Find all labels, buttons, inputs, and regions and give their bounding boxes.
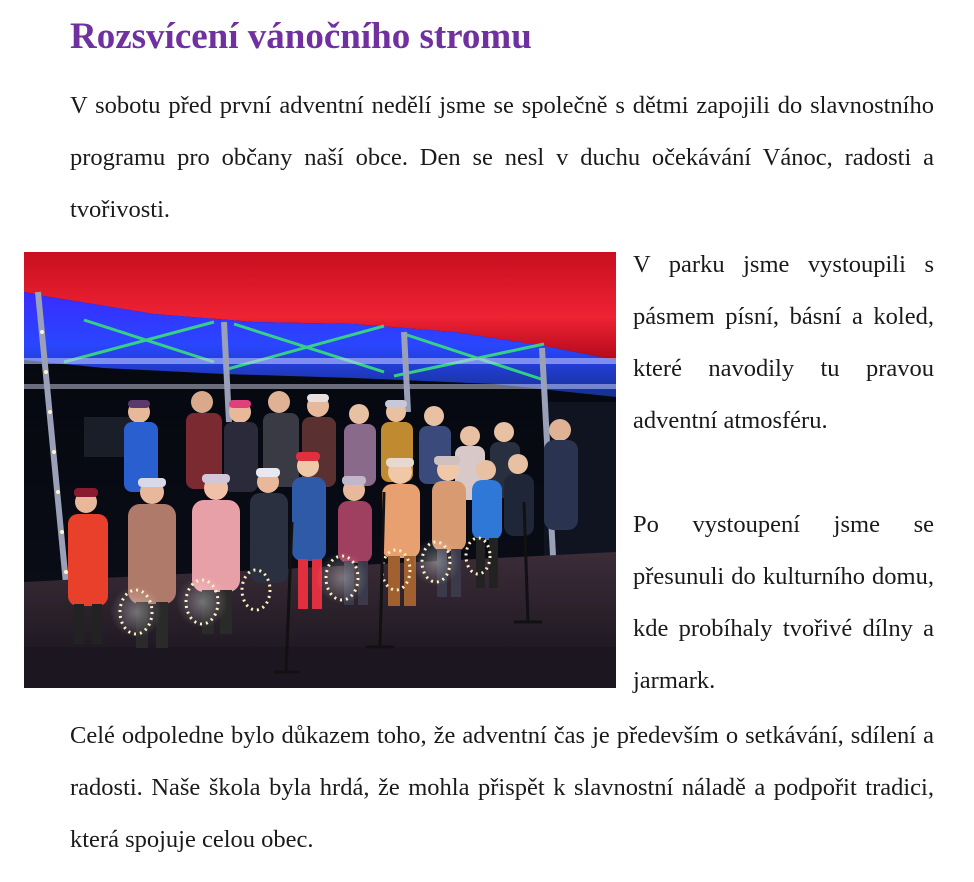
side-paragraph-workshops: Po vystoupení jsme se přesunuli do kulturního domu, kde probíhaly tvořivé dílny a jarmark. <box>633 511 934 694</box>
intro-paragraph: V sobotu před první adventní nedělí jsme se společně s dětmi zapojili do slavnostního programu pro občany naší obce. Den se nesl v duchu očekávání Vánoc, radosti a tvořivosti. <box>70 92 934 223</box>
choir-photo <box>24 252 616 688</box>
article-title: Rozsvícení vánočního stromu <box>70 16 532 57</box>
side-paragraph-performance: V parku jsme vystoupili s pásmem písní, básní a koled, které navodily tu pravou adventní atmosféru. <box>633 251 934 434</box>
closing-paragraph: Celé odpoledne bylo důkazem toho, že adventní čas je především o setkávání, sdílení a radosti. Naše škola byla hrdá, že mohla přispět k slavnostní náladě a podpořit tradici, která spojuje celou obec. <box>70 722 934 853</box>
